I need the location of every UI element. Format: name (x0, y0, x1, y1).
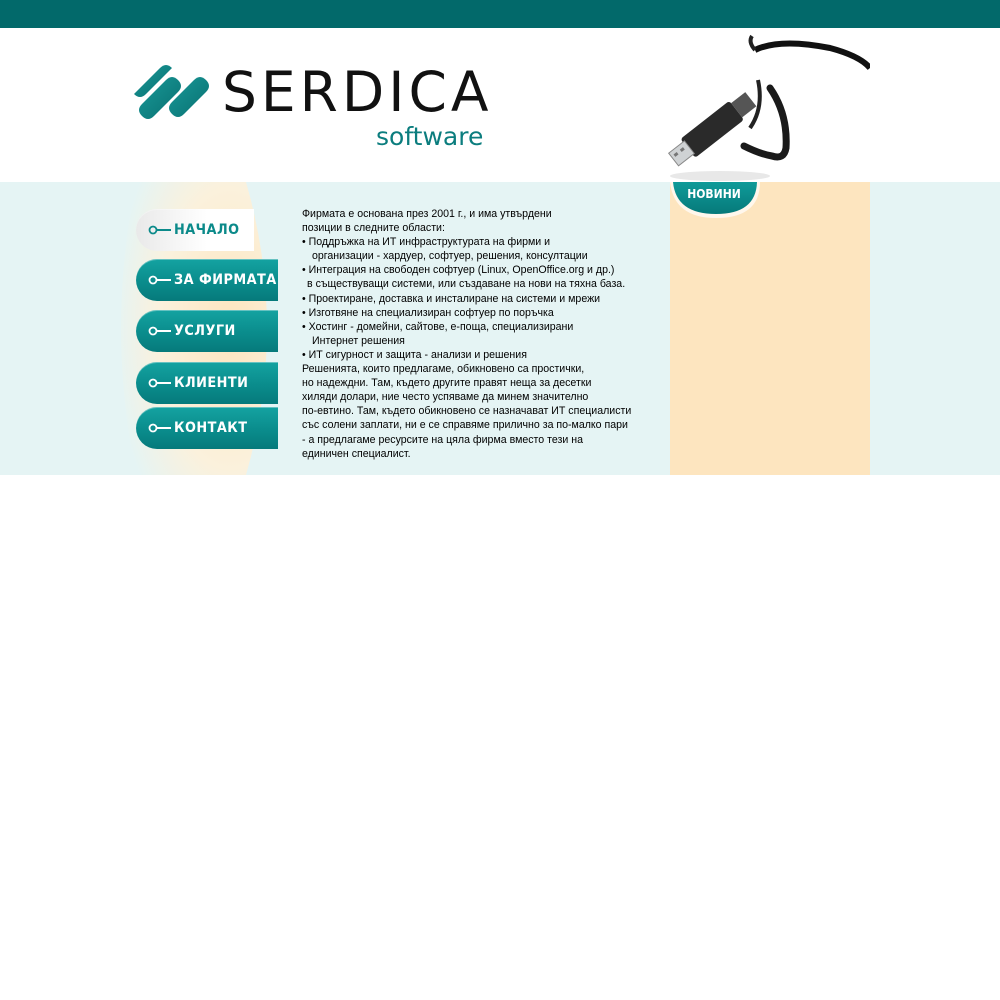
text-line: • Поддръжка на ИТ инфраструктурата на фирми и (302, 236, 551, 249)
news-tab-label: НОВИНИ (687, 187, 741, 201)
text-line: - а предлагаме ресурсите на цяла фирма вместо тези на (302, 433, 583, 446)
text-line: • Проектиране, доставка и инсталиране на системи и мрежи (302, 292, 601, 305)
logo-subtitle: software (376, 122, 484, 151)
news-panel (670, 182, 870, 475)
text-line: хиляди долари, ние често успяваме да минем значително (302, 391, 589, 404)
nav-home-label: НАЧАЛО (174, 222, 240, 238)
text-line: • Хостинг - домейни, сайтове, е-поща, специализирани (302, 320, 574, 333)
logo-title: SERDICA (222, 60, 493, 124)
text-line: единичен специалист. (302, 447, 411, 460)
text-line: позиции в следните области: (302, 222, 445, 235)
nav-contact-label: КОНТАКТ (174, 420, 248, 436)
intro-text (302, 207, 664, 461)
news-tab-button[interactable] (670, 182, 762, 220)
nav-services-button[interactable] (136, 310, 278, 352)
nav-home-button[interactable] (136, 209, 254, 251)
connector-icon (148, 224, 172, 236)
nav-clients-label: КЛИЕНТИ (174, 375, 249, 391)
usb-cable-image (660, 28, 870, 182)
connector-icon (148, 422, 172, 434)
connector-icon (148, 274, 172, 286)
nav-about-label: ЗА ФИРМАТА (174, 272, 277, 288)
connector-icon (148, 377, 172, 389)
text-line: в съществуващи системи, или създаване на нови на тяхна база. (307, 278, 626, 291)
text-line: • Интеграция на свободен софтуер (Linux, OpenOffice.org и др.) (302, 264, 615, 277)
text-line: организации - хардуер, софтуер, решения, консултации (312, 250, 588, 263)
text-line: • Изготвяне на специализиран софтуер по поръчка (302, 306, 554, 319)
nav-clients-button[interactable] (136, 362, 278, 404)
text-line: Решенията, които предлагаме, обикновено са простички, (302, 363, 585, 376)
serdica-logo-icon (128, 60, 214, 134)
text-line: Интернет решения (312, 334, 405, 347)
text-line: със солени заплати, ни е се справяме прилично за по-малко пари (302, 419, 628, 432)
connector-icon (148, 325, 172, 337)
nav-contact-button[interactable] (136, 407, 278, 449)
top-bar (0, 0, 1000, 28)
text-line: но надеждни. Там, където другите правят неща за десетки (302, 377, 592, 390)
nav-about-button[interactable] (136, 259, 278, 301)
text-line: Фирмата е основана през 2001 г., и има утвърдени (302, 208, 552, 220)
text-line: по-евтино. Там, където обикновено се назначават ИТ специалисти (302, 405, 632, 418)
text-line: • ИТ сигурност и защита - анализи и решения (302, 348, 527, 361)
nav-services-label: УСЛУГИ (174, 323, 236, 339)
